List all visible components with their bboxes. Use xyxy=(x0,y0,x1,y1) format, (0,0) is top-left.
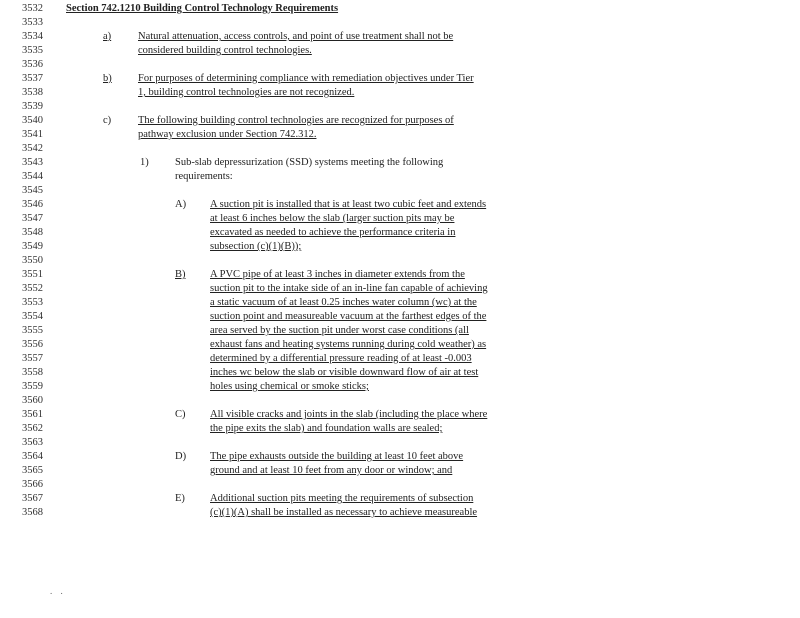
line-number: 3547 xyxy=(22,213,43,224)
item-a-line: considered building control technologies. xyxy=(138,45,312,56)
line-number: 3559 xyxy=(22,381,43,392)
item-b-line: For purposes of determining compliance with remediation objectives under Tier xyxy=(138,73,474,84)
item-B-line: determined by a differential pressure reading of at least -0.003 xyxy=(210,353,472,364)
line-number: 3548 xyxy=(22,227,43,238)
item-A-line: A suction pit is installed that is at least two cubic feet and extends xyxy=(210,199,487,210)
line-number: 3554 xyxy=(22,311,43,322)
item-c1-line: requirements: xyxy=(175,171,233,182)
item-A-line: excavated as needed to achieve the performance criteria in xyxy=(210,227,456,238)
item-D-line: ground and at least 10 feet from any door or window; and xyxy=(210,465,453,476)
line-number: 3561 xyxy=(22,409,43,420)
item-C-label: C) xyxy=(175,409,186,420)
footer-marks: . . xyxy=(50,586,66,596)
item-B-line: A PVC pipe of at least 3 inches in diameter extends from the xyxy=(210,269,465,280)
item-b-label: b) xyxy=(103,73,112,84)
item-D-line: The pipe exhausts outside the building at least 10 feet above xyxy=(210,451,464,462)
item-B-line: holes using chemical or smoke sticks; xyxy=(210,381,369,392)
item-b-line: 1, building control technologies are not recognized. xyxy=(138,87,355,98)
item-A-line: subsection (c)(1)(B)); xyxy=(210,241,302,252)
item-c-label: c) xyxy=(103,115,112,126)
item-B-line: suction pit to the intake side of an in-line fan capable of achieving xyxy=(210,283,488,294)
line-number: 3545 xyxy=(22,185,43,196)
item-C-line: the pipe exits the slab) and foundation walls are sealed; xyxy=(210,423,443,434)
item-B-line: inches wc below the slab or visible downward flow of air at test xyxy=(210,367,479,378)
item-E-line: (c)(1)(A) shall be installed as necessary to achieve measureable xyxy=(210,507,478,518)
line-number: 3540 xyxy=(22,115,43,126)
item-C-line: All visible cracks and joints in the slab (including the place where xyxy=(210,409,488,420)
line-number: 3560 xyxy=(22,395,43,406)
line-number: 3544 xyxy=(22,171,43,182)
line-number: 3532 xyxy=(22,3,43,14)
line-number: 3556 xyxy=(22,339,43,350)
item-c-line: pathway exclusion under Section 742.312. xyxy=(138,129,317,140)
item-E-line: Additional suction pits meeting the requirements of subsection xyxy=(210,493,474,504)
line-number: 3562 xyxy=(22,423,43,434)
line-number: 3552 xyxy=(22,283,43,294)
item-B-line: area served by the suction pit under worst case conditions (all xyxy=(210,325,469,336)
line-number: 3565 xyxy=(22,465,43,476)
item-c-line: The following building control technologies are recognized for purposes of xyxy=(138,115,454,126)
item-A-line: at least 6 inches below the slab (larger suction pits may be xyxy=(210,213,455,224)
line-number: 3533 xyxy=(22,17,43,28)
item-B-line: exhaust fans and heating systems running during cold weather) as xyxy=(210,339,487,350)
line-number: 3542 xyxy=(22,143,43,154)
item-D-label: D) xyxy=(175,451,187,462)
line-number: 3549 xyxy=(22,241,43,252)
line-number: 3546 xyxy=(22,199,43,210)
line-number: 3550 xyxy=(22,255,43,266)
line-number: 3543 xyxy=(22,157,43,168)
line-number: 3557 xyxy=(22,353,43,364)
line-number: 3564 xyxy=(22,451,43,462)
item-B-line: suction point and measureable vacuum at the farthest edges of the xyxy=(210,311,487,322)
line-number: 3553 xyxy=(22,297,43,308)
line-number: 3551 xyxy=(22,269,43,280)
line-number: 3541 xyxy=(22,129,43,140)
line-number: 3536 xyxy=(22,59,43,70)
line-number: 3538 xyxy=(22,87,43,98)
line-number: 3558 xyxy=(22,367,43,378)
item-B-line: a static vacuum of at least 0.25 inches water column (wc) at the xyxy=(210,297,477,308)
line-number: 3567 xyxy=(22,493,43,504)
item-a-line: Natural attenuation, access controls, and point of use treatment shall not be xyxy=(138,31,454,42)
item-B-label: B) xyxy=(175,269,186,280)
line-number: 3563 xyxy=(22,437,43,448)
item-a-label: a) xyxy=(103,31,112,42)
line-number: 3555 xyxy=(22,325,43,336)
line-number: 3534 xyxy=(22,31,43,42)
item-E-label: E) xyxy=(175,493,185,504)
line-number: 3568 xyxy=(22,507,43,518)
line-number: 3537 xyxy=(22,73,43,84)
section-heading: Section 742.1210 Building Control Technology Requirements xyxy=(66,3,339,14)
item-c1-line: Sub-slab depressurization (SSD) systems meeting the following xyxy=(175,157,444,168)
line-number: 3539 xyxy=(22,101,43,112)
item-c1-label: 1) xyxy=(140,157,149,168)
item-A-label: A) xyxy=(175,199,187,210)
line-number: 3566 xyxy=(22,479,43,490)
line-number: 3535 xyxy=(22,45,43,56)
